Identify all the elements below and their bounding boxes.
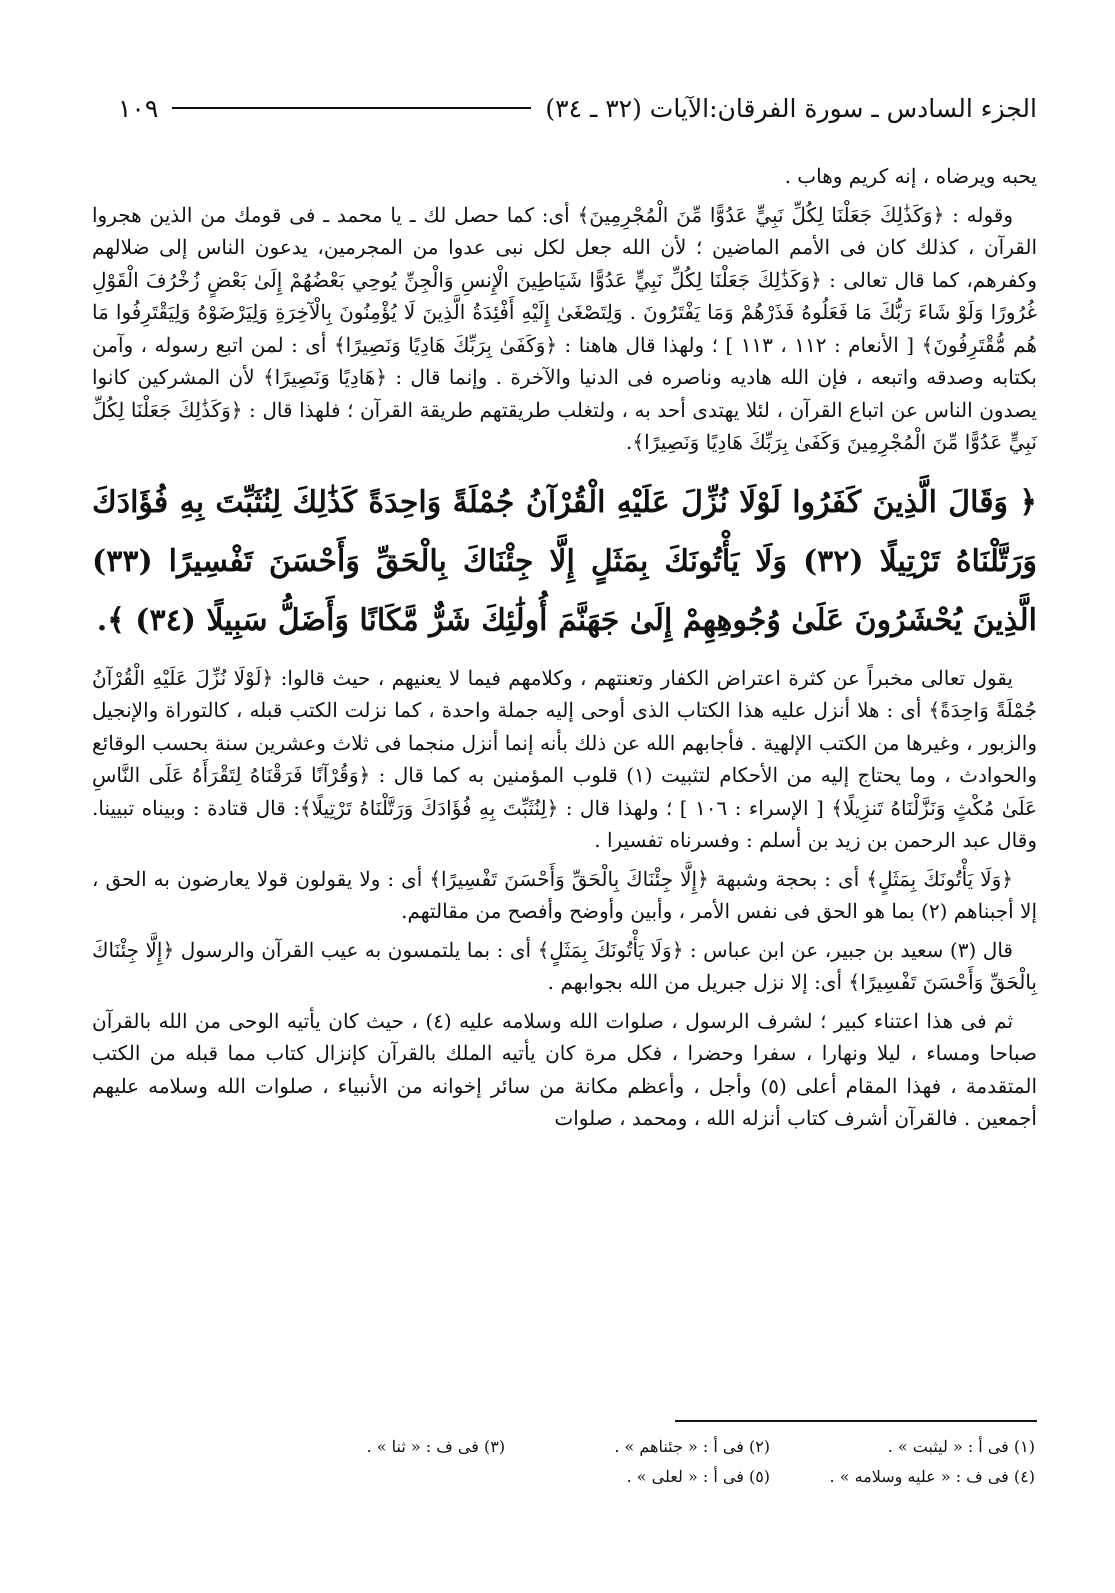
footnote-4: (٤) فى ف : « عليه وسلامه » . [829,1467,1035,1486]
running-head: الجزء السادس ـ سورة الفرقان:الآيات (٣٢ ـ ٣٤) [545,93,1037,123]
footnote-3: (٣) فى ف : « ثنا » . [366,1437,506,1456]
footnotes [240,1432,1035,1492]
footnote-rule [675,1420,1037,1422]
page-number: ١٠٩ [118,93,159,123]
paragraph-4: ﴿وَلَا يَأْتُونَكَ بِمَثَلٍ﴾ أى : بحجة وشبهة ﴿إِلَّا جِئْنَاكَ بِالْحَقِّ وَأَحْسَنَ تَفْسِيرًا﴾ أى : ولا يقولون قولا يعارضون به الحق ، إلا أجبناهم (٢) بما هو الحق فى نفس الأمر ، وأبين وأوضح وأفصح من مقالتهم. [92,866,1037,923]
page-header [118,88,1037,128]
paragraph-3: يقول تعالى مخبراً عن كثرة اعتراض الكفار وتعنتهم ، وكلامهم فيما لا يعنيهم ، حيث قالوا: ﴿لَوْلَا نُزِّلَ عَلَيْهِ الْقُرْآنُ جُمْلَةً وَاحِدَةً﴾ أى : هلا أنزل عليه هذا الكتاب الذى أوحى إليه جملة واحدة ، كما نزلت الكتب قبله ، كالتوراة والإنجيل والزبور ، وغيرها من الكتب الإلهية . فأجابهم الله عن ذلك بأنه إنما أنزل منجما فى ثلاث وعشرين سنة بحسب الوقائع والحوادث ، وما يحتاج إليه من الأحكام لتثبيت (١) قلوب المؤمنين به كما قال : ﴿وَقُرْآنًا فَرَقْنَاهُ لِتَقْرَأَهُ عَلَى النَّاسِ عَلَىٰ مُكْثٍ وَنَزَّلْنَاهُ تَنزِيلًا﴾ [ الإسراء : ١٠٦ ] ؛ ولهذا قال : ﴿لِنُثَبِّتَ بِهِ فُؤَادَكَ وَرَتَّلْنَاهُ تَرْتِيلًا﴾: قال قتادة : وبيناه تبيينا. وقال عبد الرحمن بن زيد بن أسلم : وفسرناه تفسيرا . [92,665,1038,852]
paragraph-6: ثم فى هذا اعتناء كبير ؛ لشرف الرسول ، صلوات الله وسلامه عليه (٤) ، حيث كان يأتيه الوحى من الله بالقرآن صباحا ومساء ، ليلا ونهارا ، سفرا وحضرا ، فكل مرة كان يأتيه الملك بالقرآن كإنزال كتاب مما قبله من الكتب المتقدمة ، فهذا المقام أعلى (٥) وأجل ، وأعظم مكانة من سائر إخوانه من الأنبياء ، صلوات الله وسلامه عليهم أجمعين . فالقرآن أشرف كتاب أنزله الله ، ومحمد ، صلوات [92,1008,1037,1130]
paragraph-5: قال (٣) سعيد بن جبير، عن ابن عباس : ﴿وَلَا يَأْتُونَكَ بِمَثَلٍ﴾ أى : بما يلتمسون به عيب القرآن والرسول ﴿إِلَّا جِئْنَاكَ بِالْحَقِّ وَأَحْسَنَ تَفْسِيرًا﴾ أى: إلا نزل جبريل من الله بجوابهم . [92,937,1037,994]
page-body [92,160,1037,1141]
header-rule [172,107,531,109]
paragraph-1: يحبه ويرضاه ، إنه كريم وهاب . [784,164,1037,188]
paragraph-2: وقوله : ﴿وَكَذَٰلِكَ جَعَلْنَا لِكُلِّ نَبِيٍّ عَدُوًّا مِّنَ الْمُجْرِمِينَ﴾ أى: كما حصل لك ـ يا محمد ـ فى قومك من الذين هجروا القرآن ، كذلك كان فى الأمم الماضين ؛ لأن الله جعل لكل نبى عدوا من المجرمين، يدعون الناس إلى ضلالهم وكفرهم، كما قال تعالى : ﴿وَكَذَٰلِكَ جَعَلْنَا لِكُلِّ نَبِيٍّ عَدُوًّا شَيَاطِينَ الْإِنسِ وَالْجِنِّ يُوحِي بَعْضُهُمْ إِلَىٰ بَعْضٍ زُخْرُفَ الْقَوْلِ غُرُورًا وَلَوْ شَاءَ رَبُّكَ مَا فَعَلُوهُ فَذَرْهُمْ وَمَا يَفْتَرُونَ . وَلِتَصْغَىٰ إِلَيْهِ أَفْئِدَةُ الَّذِينَ لَا يُؤْمِنُونَ بِالْآخِرَةِ وَلِيَرْضَوْهُ وَلِيَقْتَرِفُوا مَا هُم مُّقْتَرِفُونَ﴾ [ الأنعام : ١١٢ ، ١١٣ ] ؛ ولهذا قال هاهنا : ﴿وَكَفَىٰ بِرَبِّكَ هَادِيًا وَنَصِيرًا﴾ أى : لمن اتبع رسوله ، وآمن بكتابه وصدقه واتبعه ، فإن الله هاديه وناصره فى الدنيا والآخرة . وإنما قال : ﴿هَادِيًا وَنَصِيرًا﴾ لأن المشركين كانوا يصدون الناس عن اتباع القرآن ، لئلا يهتدى أحد به ، ولتغلب طريقتهم طريقة القرآن ؛ فلهذا قال : ﴿وَكَذَٰلِكَ جَعَلْنَا لِكُلِّ نَبِيٍّ عَدُوًّا مِّنَ الْمُجْرِمِينَ وَكَفَىٰ بِرَبِّكَ هَادِيًا وَنَصِيرًا﴾. [92,202,1038,454]
footnote-5: (٥) فى أ : « لعلى » . [626,1467,771,1486]
quran-verse-block: ﴿ وَقَالَ الَّذِينَ كَفَرُوا لَوْلَا نُزِّلَ عَلَيْهِ الْقُرْآنُ جُمْلَةً وَاحِدَةً كَذَٰلِكَ لِنُثَبِّتَ بِهِ فُؤَادَكَ وَرَتَّلْنَاهُ تَرْتِيلًا (٣٢) وَلَا يَأْتُونَكَ بِمَثَلٍ إِلَّا جِئْنَاكَ بِالْحَقِّ وَأَحْسَنَ تَفْسِيرًا (٣٣) الَّذِينَ يُحْشَرُونَ عَلَىٰ وُجُوهِهِمْ إِلَىٰ جَهَنَّمَ أُولَٰئِكَ شَرٌّ مَّكَانًا وَأَضَلُّ سَبِيلًا (٣٤) ﴾. [92,484,1038,638]
footnote-1: (١) فى أ : « ليثبت » . [887,1437,1035,1456]
footnote-row-2 [240,1462,1035,1492]
footnote-row-1 [240,1432,1035,1462]
footnote-2: (٢) فى أ : « جئناهم » . [614,1437,771,1456]
